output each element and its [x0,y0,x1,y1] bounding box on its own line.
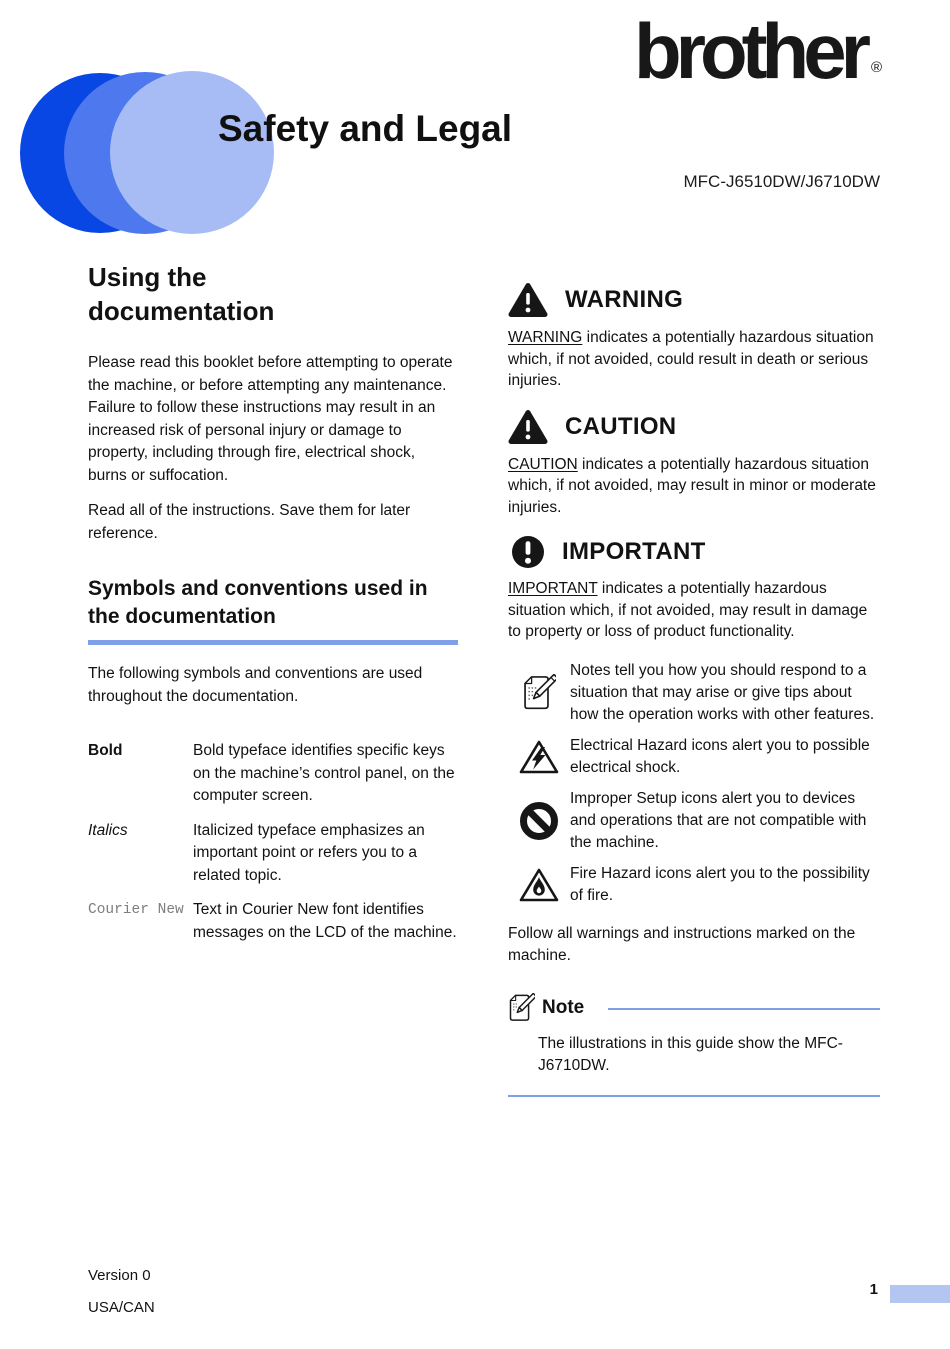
note-bottom-rule [508,1095,880,1097]
note-text: The illustrations in this guide show the MFC-J6710DW. [538,1034,843,1074]
convention-term-italics: Italics [88,821,128,839]
important-term: IMPORTANT [508,580,598,597]
footer-region: USA/CAN [88,1299,155,1316]
convention-description: Italicized typeface emphasizes an important point or refers you to a related topic. [193,821,425,884]
important-circle-icon [511,535,545,569]
warning-body: indicates a potentially hazardous situation which, if not avoided, could result in death or serious injuries. [508,329,874,389]
warning-triangle-icon [508,282,548,318]
list-item-electrical-hazard [508,735,880,779]
note-icon [522,674,556,712]
list-item-text: Notes tell you how you should respond to a situation that may arise or give tips about how the operation works with other features. [570,661,875,723]
important-heading: IMPORTANT [562,538,706,565]
page-title: Safety and Legal [218,108,513,149]
convention-row [88,899,458,944]
warning-term: WARNING [508,329,583,346]
list-item-text: Electrical Hazard icons alert you to possible electrical shock. [570,736,870,776]
decorative-circle-light [110,71,274,234]
caution-heading: CAUTION [565,412,677,440]
electrical-hazard-icon [518,738,560,776]
content-columns [88,260,880,1097]
note-rule-line [608,1008,880,1010]
note-icon [508,993,535,1023]
convention-description: Bold typeface identifies specific keys on the machine’s control panel, on the computer screen. [193,742,455,804]
model-number: MFC-J6510DW/J6710DW [683,172,880,191]
follow-warnings-text: Follow all warnings and instructions marked on the machine. [508,924,856,964]
list-item-text: Improper Setup icons alert you to devices and operations that are not compatible with the machine. [570,789,867,851]
warning-text [508,327,880,392]
list-item-improper-setup [508,788,880,854]
section-heading-using-documentation: Using the documentation [88,262,275,326]
caution-body: indicates a potentially hazardous situation which, if not avoided, may result in minor or moderate injuries. [508,455,876,516]
note-box [508,993,880,1097]
right-column [508,260,880,1097]
list-item-note [508,660,880,726]
warning-heading: WARNING [565,286,684,313]
convention-term-courier-new: Courier New [88,902,184,918]
convention-row [88,820,458,888]
improper-setup-icon [519,801,559,841]
page-number: 1 [869,1281,878,1298]
footer-version: Version 0 [88,1267,151,1284]
list-item-fire-hazard [508,863,880,907]
left-column [88,260,458,1097]
convention-term-bold: Bold [88,742,123,759]
page-edge-tab [890,1285,950,1303]
fire-hazard-icon [518,866,560,904]
registered-trademark-symbol: ® [870,59,882,76]
paragraph: The following symbols and conventions are used throughout the documentation. [88,665,423,705]
important-header [508,535,880,569]
caution-text [508,454,880,519]
brother-logo-text: brother [633,7,865,95]
important-body: indicates a potentially hazardous situation which, if not avoided, may result in damage to property or loss of product functionality. [508,580,868,640]
paragraph: Please read this booklet before attempting to operate the machine, or before attempting any maintenance. Failure to follow these instructions may result in an increased risk of personal injury or damage to property, including through fire, electrical shock, burns or suffocation. [88,354,453,484]
list-item-text: Fire Hazard icons alert you to the possibility of fire. [570,864,870,904]
note-label: Note [542,996,585,1018]
caution-term: CAUTION [508,455,578,473]
paragraph: Read all of the instructions. Save them for later reference. [88,502,411,542]
convention-row [88,740,458,808]
warning-header [508,282,880,318]
note-header [508,993,880,1023]
section-heading-symbols-conventions: Symbols and conventions used in the documentation [88,575,458,645]
convention-description: Text in Courier New font identifies messages on the LCD of the machine. [193,901,457,941]
brother-logo [633,7,882,95]
caution-triangle-icon [508,409,548,445]
caution-header [508,409,880,445]
important-text [508,578,880,643]
